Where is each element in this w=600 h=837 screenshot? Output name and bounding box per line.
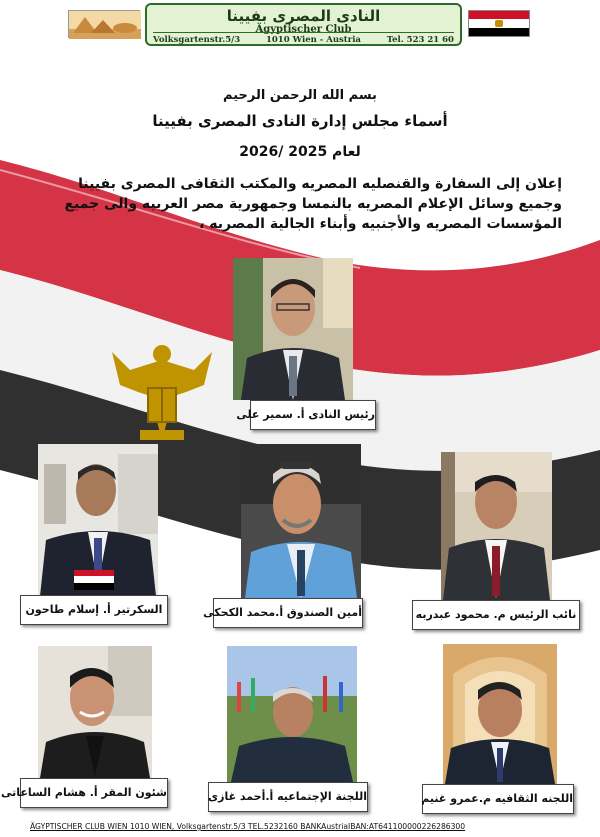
caption-treasurer: أمين الصندوق أ.محمد الكحكى: [213, 598, 363, 628]
member-photo-headquarters: [38, 646, 152, 778]
caption-social: اللجنة الإجتماعيه أ.أحمد غازى: [208, 782, 368, 812]
basmala-line: بسم الله الرحمن الرحيم: [223, 88, 377, 103]
page-title: أسماء مجلس إدارة النادى المصرى بفيينا: [152, 112, 448, 130]
caption-headquarters: شئون المقر أ. هشام الساعاتى: [20, 778, 168, 808]
caption-president: رئيس النادى أ. سمير على: [250, 400, 376, 430]
member-photo-secretary: [38, 444, 158, 596]
caption-secretary: السكرتير أ. إسلام طاحون: [20, 595, 168, 625]
member-photo-social: [227, 646, 357, 782]
caption-vice-president: نائب الرئيس م. محمود عبدربه: [412, 600, 580, 630]
letterhead-divider: [153, 32, 454, 33]
club-address-row: [153, 35, 454, 45]
club-name-arabic: النادى المصرى بفيينا: [226, 7, 381, 25]
term-year: لعام 2025 /2026: [239, 144, 361, 160]
member-photo-cultural: [443, 644, 557, 784]
member-photo-vice-president: [441, 452, 552, 600]
address-street: Volksgartenstr.5/3: [153, 35, 241, 45]
club-letterhead: [145, 3, 462, 46]
address-city: 1010 Wien - Austria: [265, 35, 361, 45]
member-photo-president: [233, 258, 353, 400]
caption-cultural: اللجنه الثقافيه م.عمرو غنيم: [422, 784, 574, 814]
eagle-of-saladin-icon: [110, 340, 214, 450]
phone-number: Tel. 523 21 60: [386, 35, 454, 45]
member-photo-treasurer: [241, 444, 361, 598]
club-name-german: Ägyptischer Club: [255, 24, 352, 35]
pyramids-image: [68, 10, 140, 38]
footer-contact-line: ÄGYPTISCHER CLUB WIEN 1010 WIEN, Volksgartenstr.5/3 TEL.5232160 BANKAustriaIBAN:AT641100000226286300: [30, 822, 466, 831]
announcement-paragraph: إعلان إلى السفارة والقنصليه المصريه والمكتب الثقافى المصرى بفيينا وجميع وسائل الإعلام المصريه بالنمسا وجمهورية مصر العربيه والى جميع المؤسسات المصريه والأجنبيه وأبناء الجالية المصريه ،: [64, 176, 562, 232]
egypt-flag-icon: [468, 10, 530, 37]
